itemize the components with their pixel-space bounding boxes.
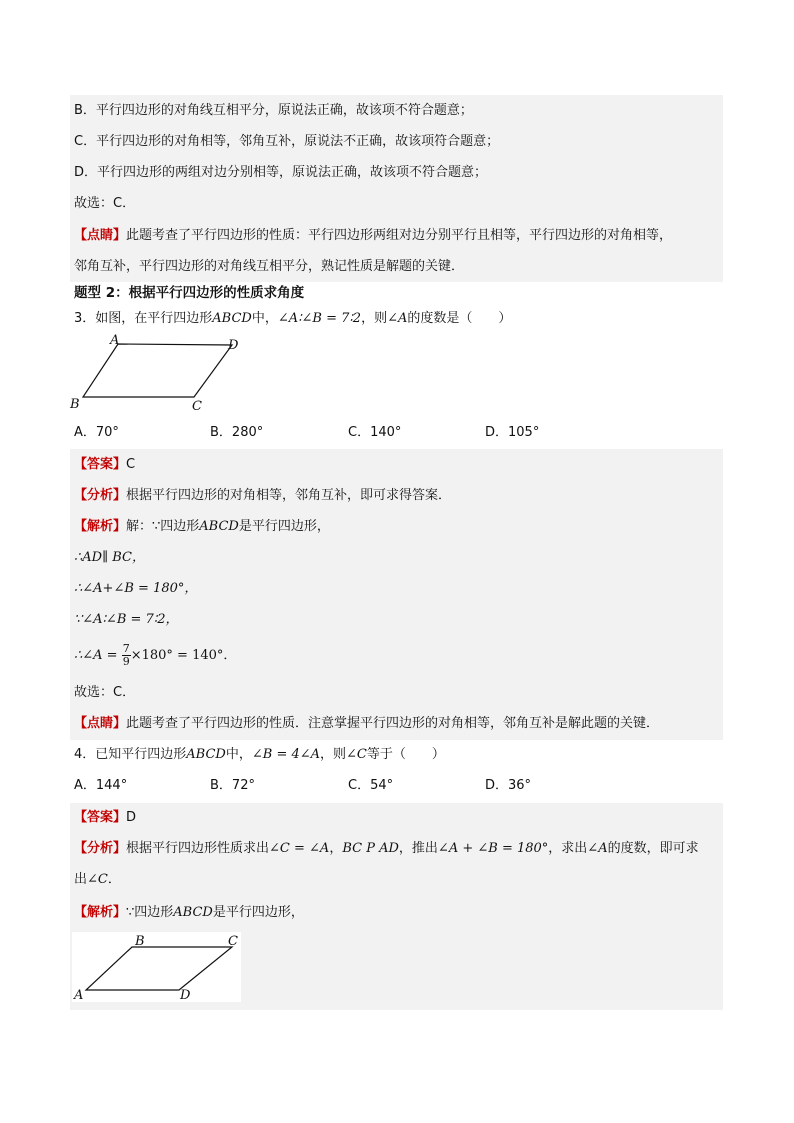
q4-stem-angle: ∠C	[346, 747, 367, 762]
q4-analysis	[74, 839, 699, 859]
q3-parallelogram	[83, 344, 232, 397]
q4-analysis-p2: ，	[329, 841, 343, 856]
q3-stem-mid: 中，	[251, 311, 278, 326]
q3-stem	[74, 309, 511, 329]
q4-stem-pre: 4．已知平行四边形	[74, 747, 187, 762]
q4-analysis-m3: ∠A + ∠B = 180°	[437, 841, 549, 856]
q3-solution-post: 是平行四边形，	[238, 519, 330, 534]
q2-option-d-analysis: D．平行四边形的两组对边分别相等，原说法正确，故该项不符合题意；	[74, 165, 488, 180]
comment-tag: 【点睛】	[74, 228, 127, 243]
q4-analysis-line2	[74, 870, 121, 890]
q4-solution	[74, 903, 304, 923]
q3-step4-post: ×180° = 140°．	[130, 648, 237, 663]
q3-label-c: C	[192, 399, 202, 414]
solution-tag: 【解析】	[74, 905, 127, 920]
q4-analysis-m1: ∠C = ∠A	[269, 841, 330, 856]
q4-parallelogram-figure	[72, 932, 241, 1002]
q2-option-b-analysis: B．平行四边形的对角线互相平分，原说法正确，故该项不符合题意；	[74, 103, 473, 118]
q3-solution-abcd: ABCD	[199, 519, 239, 534]
q2-choice: 故选：C．	[74, 196, 136, 211]
q4-label-d: D	[180, 988, 191, 1002]
q3-stem-pre: 3．如图，在平行四边形	[74, 311, 213, 326]
q4-analysis-p1: 根据平行四边形性质求出	[126, 841, 270, 856]
q3-option-d: D．105°	[485, 425, 540, 440]
q3-label-d: D	[228, 338, 239, 353]
q3-stem-angle: ∠A	[387, 311, 408, 326]
q4-stem-abcd: ABCD	[186, 747, 226, 762]
q3-step4-pre: ∴∠A =	[74, 648, 118, 663]
solution-tag: 【解析】	[74, 519, 127, 534]
q3-stem-post1: ，则	[361, 311, 388, 326]
q4-label-b: B	[135, 934, 145, 949]
analysis-tag: 【分析】	[74, 488, 127, 503]
q4-stem-mid: 中，	[225, 747, 252, 762]
q3-choice: 故选：C．	[74, 685, 136, 700]
q4-solution-abcd: ABCD	[173, 905, 213, 920]
q3-step4	[74, 641, 236, 671]
q4-analysis-p5: 的度数，即可求	[607, 841, 699, 856]
q3-stem-abcd: ABCD	[212, 311, 252, 326]
q3-answer	[74, 455, 135, 475]
q3-solution-pre: 解：∵四边形	[126, 519, 200, 534]
q4-stem	[74, 745, 445, 765]
answer-tag: 【答案】	[74, 457, 127, 472]
q4-analysis-m4: ∠A	[587, 841, 608, 856]
q3-comment-text: 此题考查了平行四边形的性质．注意掌握平行四边形的对角相等，邻角互补是解此题的关键．	[126, 716, 660, 731]
q3-step3: ∵∠A∶∠B = 7∶2，	[74, 612, 179, 627]
q2-comment-line2: 邻角互补，平行四边形的对角线互相平分，熟记性质是解题的关键．	[74, 259, 465, 274]
q4-analysis-line2-post: ．	[107, 872, 121, 887]
q3-fraction-num: 7	[122, 642, 130, 655]
q4-solution-pre: ∵四边形	[126, 905, 174, 920]
q4-option-b: B．72°	[210, 778, 255, 793]
q3-answer-value: C	[126, 457, 136, 472]
q3-option-c: C．140°	[348, 425, 402, 440]
q3-parallelogram-figure	[68, 332, 258, 414]
q4-analysis-m2: BC P AD	[342, 841, 399, 856]
q3-step2: ∴∠A+∠B = 180°，	[74, 581, 198, 596]
q3-label-a: A	[110, 333, 120, 348]
q4-stem-post1: ，则	[320, 747, 347, 762]
answer-tag: 【答案】	[74, 810, 127, 825]
comment-tag: 【点睛】	[74, 716, 127, 731]
q2-tail-block	[70, 95, 723, 282]
q3-stem-post2: 的度数是（ ）	[407, 311, 512, 326]
q3-analysis	[74, 486, 451, 506]
q3-fraction	[122, 643, 131, 668]
q4-answer-value: D	[126, 810, 137, 825]
q4-label-a: A	[74, 988, 84, 1002]
q4-analysis-p3: ，推出	[398, 841, 438, 856]
q4-stem-cond: ∠B = 4∠A	[251, 747, 321, 762]
q3-comment	[74, 714, 659, 734]
q3-label-b: B	[70, 397, 80, 412]
q3-option-a: A．70°	[74, 425, 119, 440]
q4-analysis-line2-pre: 出	[74, 872, 88, 887]
q3-solution-line1	[74, 517, 330, 537]
q4-solution-post: 是平行四边形，	[212, 905, 304, 920]
q3-analysis-text: 根据平行四边形的对角相等，邻角互补，即可求得答案．	[126, 488, 452, 503]
analysis-tag: 【分析】	[74, 841, 127, 856]
q3-fraction-den: 9	[122, 655, 130, 668]
q3-step1: ∴AD∥ BC，	[74, 550, 145, 565]
section-title: 题型 2：根据平行四边形的性质求角度	[74, 285, 305, 301]
q3-option-b: B．280°	[210, 425, 264, 440]
q4-label-c: C	[228, 934, 238, 949]
q4-option-d: D．36°	[485, 778, 532, 793]
q4-parallelogram	[86, 947, 232, 990]
q4-analysis-p4: ，求出	[548, 841, 588, 856]
q4-answer	[74, 808, 136, 828]
q2-comment	[74, 226, 672, 246]
q2-comment-text: 此题考查了平行四边形的性质：平行四边形两组对边分别平行且相等，平行四边形的对角相等，	[126, 228, 673, 243]
q3-stem-ratio: ∠A∶∠B = 7∶2	[277, 311, 362, 326]
q4-option-a: A．144°	[74, 778, 128, 793]
q4-stem-post2: 等于（ ）	[366, 747, 445, 762]
q2-option-c-analysis: C．平行四边形的对角相等，邻角互补，原说法不正确，故该项符合题意；	[74, 134, 500, 149]
q4-option-c: C．54°	[348, 778, 394, 793]
q4-analysis-line2-m: ∠C	[87, 872, 108, 887]
